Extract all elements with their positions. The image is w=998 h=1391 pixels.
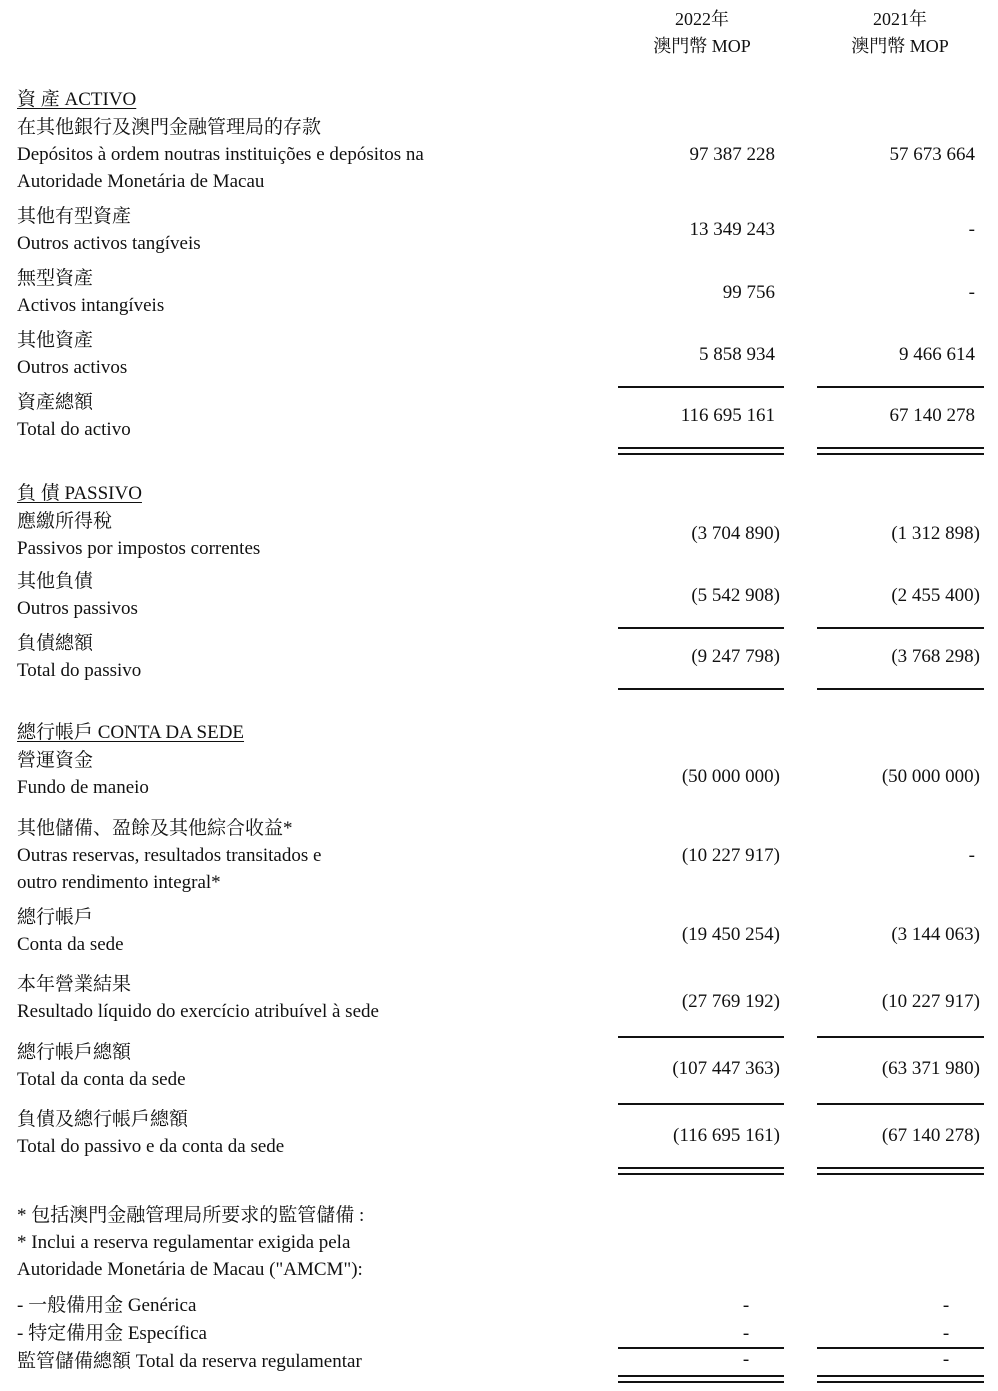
other-liabilities-label-zh: 其他負債 (17, 571, 94, 592)
deposits-value-2021: 57 673 664 (889, 144, 975, 165)
subtotal-rule-2022 (618, 1103, 784, 1105)
reserves-label-pt-1: Outras reservas, resultados transitados e (17, 845, 322, 866)
intangible-value-2022: 99 756 (722, 282, 775, 303)
generic-reserve-label: - 一般備用金 Genérica (17, 1295, 197, 1316)
generic-reserve-value-2021: - (942, 1295, 950, 1316)
regulatory-reserve-total-2022: - (742, 1349, 750, 1370)
conta-value-2021: (3 144 063) (891, 924, 980, 945)
footnote-pt-2: Autoridade Monetária de Macau ("AMCM"): (17, 1259, 363, 1280)
section-title-activo: 資 產 ACTIVO (17, 89, 137, 110)
specific-reserve-value-2021: - (942, 1323, 950, 1344)
total-double-rule-2021 (817, 1167, 984, 1175)
other-liabilities-label-pt: Outros passivos (17, 598, 138, 619)
total-sede-value-2021: (63 371 980) (881, 1058, 980, 1079)
tangible-value-2022: 13 349 243 (689, 219, 775, 240)
header-year-2022: 2022年 (675, 9, 729, 29)
specific-reserve-value-2022: - (742, 1323, 750, 1344)
fundo-value-2021: (50 000 000) (881, 766, 980, 787)
deposits-label-zh: 在其他銀行及澳門金融管理局的存款 (17, 117, 322, 138)
total-rule-2022 (618, 688, 784, 690)
fundo-label-zh: 營運資金 (17, 750, 94, 771)
footnote-zh: * 包括澳門金融管理局所要求的監管儲備 : (17, 1205, 365, 1226)
other-assets-label-pt: Outros activos (17, 357, 128, 378)
reserves-label-zh: 其他儲備、盈餘及其他綜合收益* (17, 818, 293, 839)
total-liabilities-label-zh: 負債總額 (17, 633, 94, 654)
tangible-value-2021: - (968, 219, 975, 240)
total-double-rule-2021 (817, 1375, 984, 1383)
grand-total-value-2022: (116 695 161) (673, 1125, 780, 1146)
tax-label-pt: Passivos por impostos correntes (17, 538, 261, 559)
total-double-rule-2021 (817, 447, 984, 455)
tangible-label-pt: Outros activos tangíveis (17, 233, 201, 254)
result-label-zh: 本年營業結果 (17, 974, 132, 995)
other-assets-value-2022: 5 858 934 (699, 344, 775, 365)
subtotal-rule-2021 (817, 1036, 984, 1038)
total-assets-value-2022: 116 695 161 (680, 405, 775, 426)
section-title-sede: 總行帳戶 CONTA DA SEDE (17, 722, 245, 743)
subtotal-rule-2021 (817, 386, 984, 388)
tangible-label-zh: 其他有型資產 (17, 206, 132, 227)
reserves-value-2021: - (968, 845, 975, 866)
other-assets-value-2021: 9 466 614 (899, 344, 975, 365)
generic-reserve-value-2022: - (742, 1295, 750, 1316)
conta-label-zh: 總行帳戶 (17, 907, 94, 928)
result-label-pt: Resultado líquido do exercício atribuível à sede (17, 1001, 379, 1022)
specific-reserve-label: - 特定備用金 Específica (17, 1323, 207, 1344)
regulatory-reserve-total-label: 監管儲備總額 Total da reserva regulamentar (17, 1351, 362, 1372)
result-value-2021: (10 227 917) (881, 991, 980, 1012)
deposits-label-pt-2: Autoridade Monetária de Macau (17, 171, 265, 192)
section-title-passivo: 負 債 PASSIVO (17, 483, 142, 504)
other-liabilities-value-2021: (2 455 400) (891, 585, 980, 606)
subtotal-rule-2022 (618, 386, 784, 388)
total-rule-2021 (817, 688, 984, 690)
fundo-label-pt: Fundo de maneio (17, 777, 149, 798)
tax-value-2021: (1 312 898) (891, 523, 980, 544)
total-liabilities-value-2021: (3 768 298) (891, 646, 980, 667)
header-currency-2021: 澳門幣 MOP (851, 36, 949, 56)
other-assets-label-zh: 其他資產 (17, 330, 94, 351)
total-liabilities-label-pt: Total do passivo (17, 660, 142, 681)
total-sede-label-zh: 總行帳戶總額 (17, 1042, 132, 1063)
header-year-2021: 2021年 (873, 9, 927, 29)
grand-total-value-2021: (67 140 278) (881, 1125, 980, 1146)
total-sede-value-2022: (107 447 363) (672, 1058, 780, 1079)
regulatory-reserve-total-2021: - (942, 1349, 950, 1370)
total-assets-label-pt: Total do activo (17, 419, 131, 440)
subtotal-rule-2022 (618, 1036, 784, 1038)
grand-total-label-zh: 負債及總行帳戶總額 (17, 1109, 189, 1130)
tax-value-2022: (3 704 890) (691, 523, 780, 544)
deposits-label-pt-1: Depósitos à ordem noutras instituições e depósitos na (17, 144, 424, 165)
total-sede-label-pt: Total da conta da sede (17, 1069, 186, 1090)
header-currency-2022: 澳門幣 MOP (653, 36, 751, 56)
intangible-label-zh: 無型資產 (17, 268, 94, 289)
total-double-rule-2022 (618, 1167, 784, 1175)
total-double-rule-2022 (618, 447, 784, 455)
fundo-value-2022: (50 000 000) (681, 766, 780, 787)
deposits-value-2022: 97 387 228 (689, 144, 775, 165)
total-assets-label-zh: 資產總額 (17, 392, 94, 413)
subtotal-rule-2022 (618, 627, 784, 629)
grand-total-label-pt: Total do passivo e da conta da sede (17, 1136, 285, 1157)
total-assets-value-2021: 67 140 278 (889, 405, 975, 426)
tax-label-zh: 應繳所得稅 (17, 511, 113, 532)
footnote-pt-1: * Inclui a reserva regulamentar exigida pela (17, 1232, 351, 1253)
total-liabilities-value-2022: (9 247 798) (691, 646, 780, 667)
conta-value-2022: (19 450 254) (681, 924, 780, 945)
other-liabilities-value-2022: (5 542 908) (691, 585, 780, 606)
intangible-value-2021: - (968, 282, 975, 303)
subtotal-rule-2021 (817, 1103, 984, 1105)
conta-label-pt: Conta da sede (17, 934, 124, 955)
reserves-value-2022: (10 227 917) (681, 845, 780, 866)
intangible-label-pt: Activos intangíveis (17, 295, 165, 316)
reserves-label-pt-2: outro rendimento integral* (17, 872, 221, 893)
total-double-rule-2022 (618, 1375, 784, 1383)
subtotal-rule-2021 (817, 627, 984, 629)
result-value-2022: (27 769 192) (681, 991, 780, 1012)
